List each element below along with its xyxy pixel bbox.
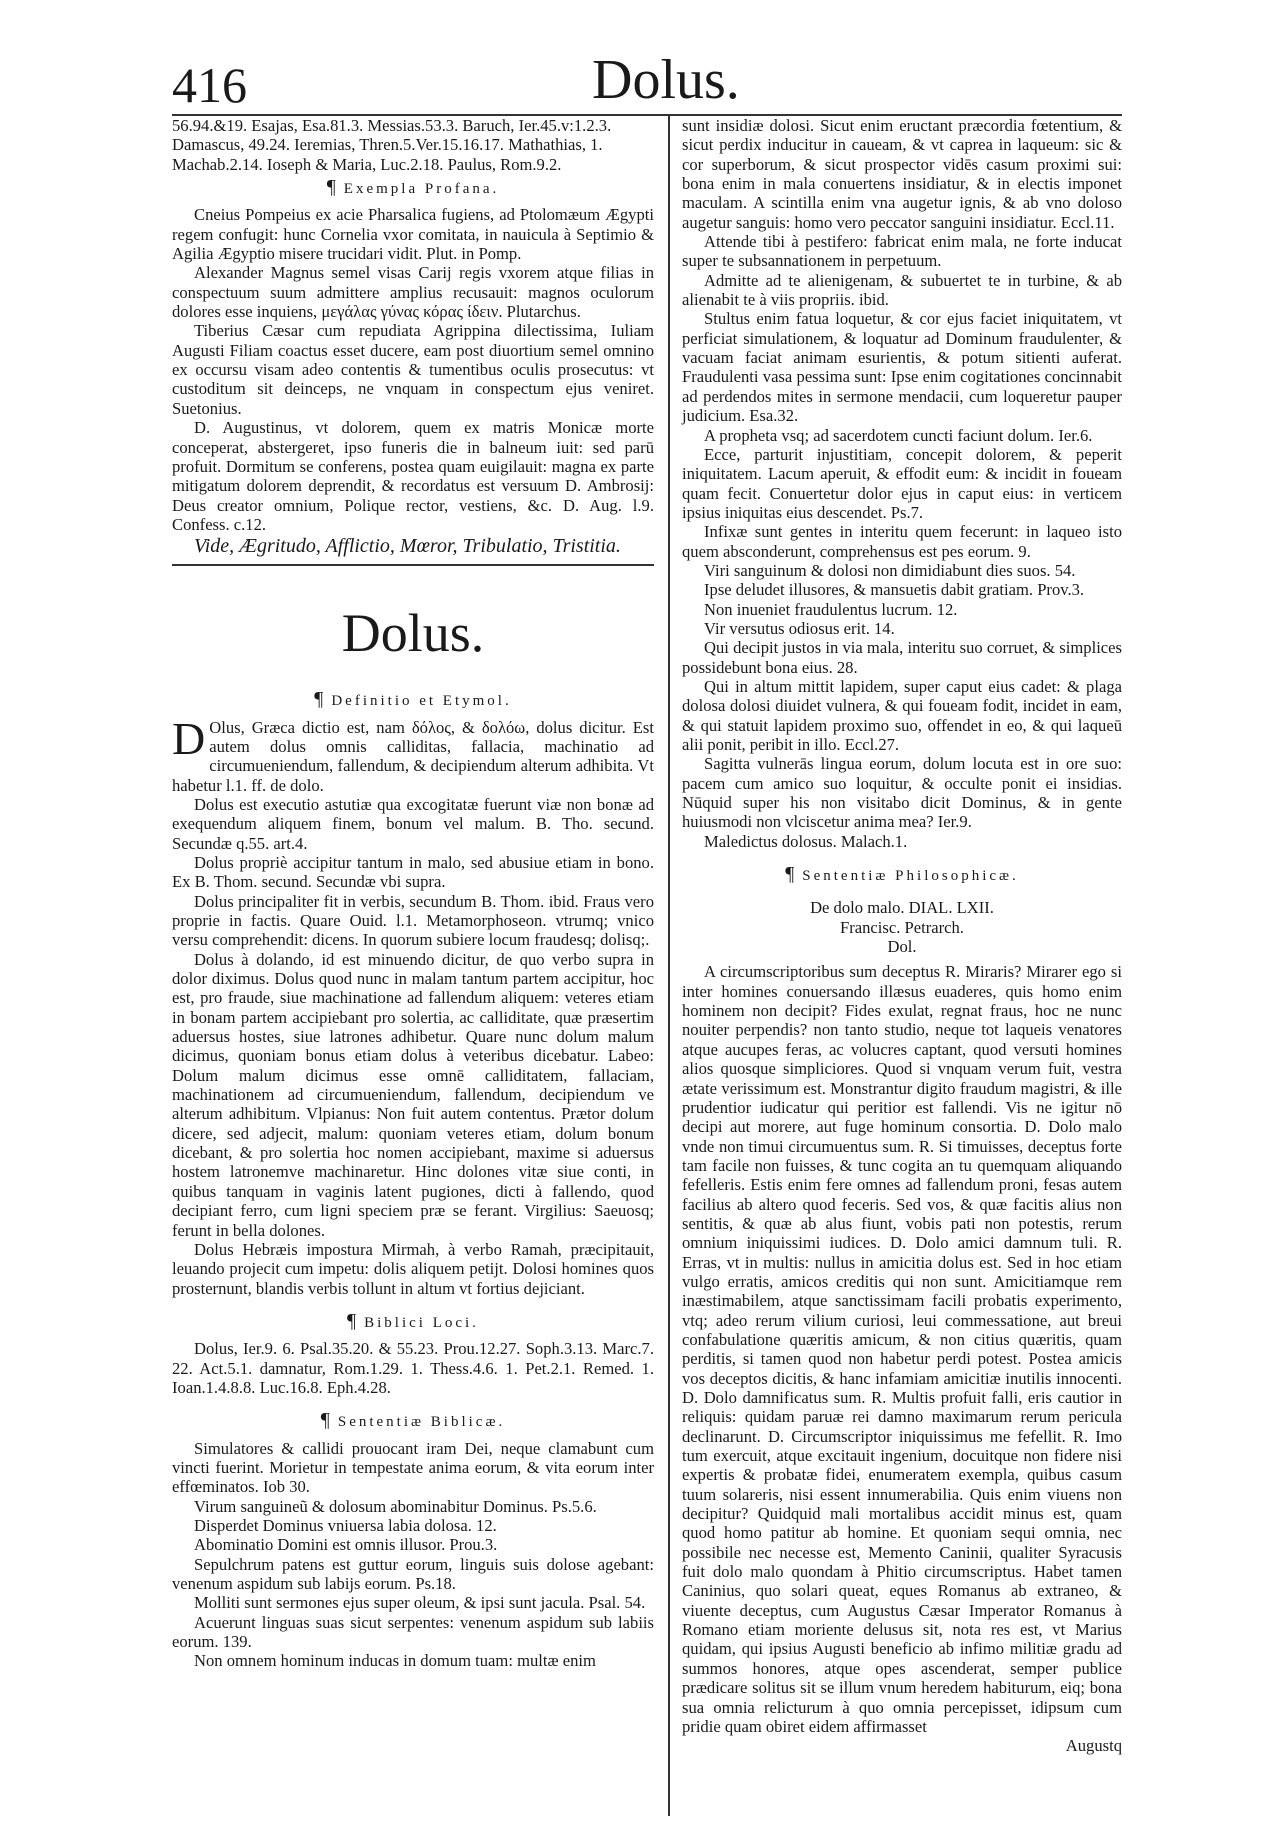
sententia-paragraph: A propheta vsq; ad sacerdotem cuncti faciunt dolum. Ier.6. (704, 425, 1093, 445)
right-column (682, 116, 1122, 1756)
catchword: Augustq (1065, 1736, 1122, 1756)
sententia-paragraph: Attende tibi à pestifero: fabricat enim mala, ne forte inducat super te subsannationem in perpetuum. (682, 232, 1122, 271)
definitio-paragraph: Dolus propriè accipitur tantum in malo, sed abusiue etiam in bono. Ex B. Thom. secund. Secundæ vbi supra. (172, 852, 654, 892)
cross-reference: Vide, Ægritudo, Afflictio, Mœror, Tribulatio, Tristitia. (194, 535, 621, 558)
sententia-paragraph: Qui in altum mittit lapidem, super caput eius cadet: & plaga dolosa dolosi diuidet vulnera, & qui foueam fodit, incidet in eam, & qui statuit lapidem proximo suo, offendet in eo, & qui laqueū alii ponit, peribit in illo. Eccl.27. (682, 676, 1122, 754)
sententia-paragraph: sunt insidiæ dolosi. Sicut enim eructant præcordia fœtentium, & sicut perdix inducitur in caueam, & vt caprea in laqueum: sic & cor superborum, & sicut prospector vidēs casum proximi sui: bona enim in mala conuertens insidiatur, & in electis imponet maculam. A scintilla enim vna augetur ignis, & ab vno doloso augetur sanguis: homo vero peccator sanguini insidiatur. Eccl.11. (682, 116, 1122, 232)
biblici-paragraph: Dolus, Ier.9. 6. Psal.35.20. & 55.23. Prou.12.27. Soph.3.13. Marc.7. 22. Act.5.1. damnatur, Rom.1.29. 1. Thess.4.6. 1. Pet.2.1. Remed. 1. Ioan.1.4.8.8. Luc.16.8. Eph.4.28. (172, 1339, 654, 1397)
exemplum-paragraph: Alexander Magnus semel visas Carij regis vxorem atque filias in conspectuum suum admittere amplius recusauit: magnos oculorum dolores esse inquiens, μεγάλας γύνας κόρας ίδειν. Plutarchus. (172, 263, 654, 322)
section-heading-definitio: ¶ Definitio et Etymol. (314, 688, 512, 711)
pilcrow-icon: ¶ (347, 1309, 357, 1332)
section-heading-sententiae-biblicae: ¶ Sententiæ Biblicæ. (320, 1409, 506, 1432)
sententia-paragraph: Sepulchrum patens est guttur eorum, linguis suis dolose agebant: venenum aspidum sub labijs eorum. Ps.18. (172, 1554, 654, 1593)
dialogue-title: De dolo malo. DIAL. LXII. (810, 898, 994, 918)
section-heading-sententiae-philosophicae: ¶ Sententiæ Philosophicæ. (785, 863, 1019, 886)
pilcrow-icon: ¶ (785, 863, 795, 886)
sententia-paragraph: Simulatores & callidi prouocant iram Dei, neque clamabunt cum vincti fuerint. Morietur in tempestate anima eorum, & vita eorum inter effœminatos. Iob 30. (172, 1438, 654, 1497)
column-divider (668, 116, 670, 1816)
running-head: Dolus. (592, 49, 740, 111)
sententia-paragraph: Non inueniet fraudulentus lucrum. 12. (704, 599, 958, 619)
sententia-paragraph: Viri sanguinum & dolosi non dimidiabunt dies suos. 54. (704, 560, 1076, 580)
sententia-paragraph: Abominatio Domini est omnis illusor. Prou.3. (194, 1535, 498, 1555)
sententia-paragraph: Qui decipit justos in via mala, interitu suo corruet, & simplices possidebunt bona eius. 28. (682, 638, 1122, 677)
exemplum-paragraph: D. Augustinus, vt dolorem, quem ex matris Monicæ morte conceperat, abstergeret, ipso funeris die in balneum iuit: sed parū profuit. Dormitum se conferens, postea quam euigilauit: magna ex parte mitigatum dolorem deprendit, & recordatus est versuum D. Ambrosij: Deus creator omnium, Polique rector, vestiens, &c. D. Aug. l.9. Confess. c.12. (172, 418, 654, 534)
left-column (172, 116, 654, 1671)
definitio-paragraph: Dolus principaliter fit in verbis, secundum B. Thom. ibid. Fraus vero proprie in factis. Quare Ouid. l.1. Metamorphoseon. vtrumq; vnico versu comprehendit: dicens. In quorum subiere locum fraudesq; dolisq;. (172, 891, 654, 950)
sententia-paragraph: Admitte ad te alienigenam, & subuertet te in turbine, & ab alienabit te à viis propriis. ibid. (682, 270, 1122, 310)
sententia-paragraph: Ipse deludet illusores, & mansuetis dabit gratiam. Prov.3. (704, 580, 1085, 600)
page-number: 416 (172, 57, 247, 113)
exemplum-paragraph: Tiberius Cæsar cum repudiata Agrippina dilectissima, Iuliam Augusti Filiam coactus esset ducere, eam post diuortium semel omnino ex occursu visam adeo contentis & tumentibus oculis prosecutus: vt custoditum sit deinceps, ne vnquam in conspectum ejus veniret. Suetonius. (172, 321, 654, 418)
sententia-paragraph: Infixæ sunt gentes in interitu quem fecerunt: in laqueo isto quem absconderunt, comprehensus est pes eorum. 9. (682, 522, 1122, 561)
sententia-paragraph: Molliti sunt sermones ejus super oleum, & ipsi sunt jacula. Psal. 54. (194, 1593, 646, 1613)
sententia-paragraph: Disperdet Dominus vniuersa labia dolosa. 12. (194, 1515, 497, 1535)
section-heading-biblici: ¶ Biblici Loci. (347, 1309, 479, 1332)
sententia-paragraph: Virum sanguineũ & dolosum abominabitur Dominus. Ps.5.6. (194, 1496, 597, 1516)
definitio-paragraph: Dolus Hebræis impostura Mirmah, à verbo Ramah, præcipitauit, leuando projecit cum impetu: dolis aliquem petijt. Dolosi homines quos prosternunt, blandis verbis tollunt in altum vt fortius dejiciant. (172, 1239, 654, 1298)
definitio-paragraph: D Olus, Græca dictio est, nam δόλος, & δολόω, dolus dicitur. Est autem dolus omnis calliditas, fallacia, machinatio ad circumueniendum, fallendum, & decipiendum alterum adhibita. Vt habetur l.1. ff. de dolo. (172, 712, 654, 795)
intro-line: Machab.2.14. Ioseph & Maria, Luc.2.18. Paulus, Rom.9.2. (172, 154, 562, 174)
sententia-paragraph: Stultus enim fatua loquetur, & cor ejus faciet iniquitatem, vt perficiat simulationem, & loquatur ad Dominum fraudulenter, & vacuam faciat animam esurientis, & potum sitienti auferat. Fraudulenti vasa pessima sunt: Ipse enim cogitationes concinnabit ad perdendos mites in sermone mendacii, cum loqueretur pauper judicium. Esa.32. (682, 309, 1122, 426)
definitio-paragraph: Dolus à dolando, id est minuendo dicitur, de quo verbo supra in dolor diximus. Dolus quod nunc in malam tantum partem accipitur, hoc est, pro fraude, siue machinatione ad fallendum aliquem: veteres etiam in bonam partem accipiebant pro solertia, ac calliditate, quæ præsertim aduersus hostes, siue latrones adhibetur. Quare nunc dolum malum dicimus, quoniam bonus etiam dolus à veteribus dicebatur. Labeo: Dolum malum dicimus esse omnē calliditatem, fallaciam, machinationem ad circumueniendum, fallendum, decipiendum ve alterum adhibitum. Vlpianus: Non fuit autem contentus. Prætor dolum dicere, sed adjecit, malum: quoniam veteres etiam, dolum bonum dicebant, & pro solertia hoc nomen accipiebant, maxime si aduersus hostem latronemve machinaretur. Hinc dolones vitæ siue conti, in quibus tanquam in vaginis latent pugiones, dicti à fallendo, quod decipiant ferro, cum ligni speciem præ se ferant. Virgilius: Saeuosq; ferunt in bella dolones. (172, 949, 654, 1240)
definitio-paragraph: Dolus est executio astutiæ qua excogitatæ fuerunt viæ non bonæ ad exequendum aliquem finem, bonum vel malum. B. Tho. secund. Secundæ q.55. art.4. (172, 794, 654, 853)
sententia-paragraph: Maledictus dolosus. Malach.1. (704, 831, 908, 851)
exemplum-paragraph: Cneius Pompeius ex acie Pharsalica fugiens, ad Ptolomæum Ægypti regem confugit: hunc Cornelia vxor comitata, in nauicula à Septimio & Agilia Ægyptio misere trucidari vidit. Plut. in Pomp. (172, 205, 654, 264)
intro-line: Damascus, 49.24. Ieremias, Thren.5.Ver.15.16.17. Mathathias, 1. (172, 135, 603, 155)
dialogue-text: A circumscriptoribus sum deceptus R. Miraris? Mirarer ego si inter homines conuersando illæsus euaderes, quis homo enim hominem non decipit? Fides exulat, regnat fraus, hoc ne nunc nouiter perpendis? non tanto studio, neque tot laqueis venatores atque aucupes feras, ac volucres captant, quod versuti homines alios quosque simpliciores. Quod si vnquam verum fuit, vestra ætate verissimum est. Monstrantur digito fraudum magistri, & ille prudentior iudicatur qui peritior est fallendi. Vis ne igitur nō decipi aut morere, aut fuge hominum consortia. D. Dolo malo vnde non timui circumuentus sum. R. Si timuisses, deceptus forte tam facile non fuisses, & tunc cogita an tu quemquam aliquando fefelleris. Estis enim fere omnes ad fallendum proni, fesas autem facilius ab altero quod feceris. Sed vos, & quæ facitis alius non sentitis, & quæ ab alus fiunt, vobis pati non potestis, rerum omnium iniquissimi iudices. D. Dolo amici damnum tuli. R. Erras, vt in multis: nullus in amicitia dolus est. Sed in hoc etiam vulgo erratis, amicos creditis qui non sunt. Amicitiamque rem inæstimabilem, atque sanctissimam facili probatis experimento, vtq; adeo rerum vilium curiosi, leui commessatione, aut breui confabulatione quæritis amicum, & non citius quæritis, quam perditis, si tamen quod non habetur perdi potest. Postea amicis vos deceptos dicitis, & hanc infamiam amicitiæ inutilis innocenti. D. Dolo damnificatus sum. R. Multis profuit falli, eris cautior in reliquis: quidam paruæ rei damno maximarum rerum pericula declinarunt. D. Circumscriptor iniquissimus me fefellit. R. Imo tum exercuit, atque excitauit ingenium, docuitque non fidere nisi expertis & probatæ fidei, enumeratem exempla, quibus casum tuum solareris, nisi essent innumerabilia. Quis enim viuens non decipitur? Quidquid mali mortalibus accidit minus est, quam quod homo patitur ab homine. Et quoniam sequi omnia, nec possibile nec necesse est, Memento Caninii, qualiter Syracusis fuit dolo malo quondam à Phitio circumscriptus. Habet tamen Caninius, quo solari queat, eques Romanus ab extraneo, & viuente deceptus, cum Augustus Cæsar Imperator Romanus à Romano etiam moriente delusus sit, nota res est, vt Marius quidam, qui ipsius Augusti beneficio ab infimo militiæ gradu ad summos honores, atque opes ascenderat, semper publice prædicare solitus sit se illum vnum heredem habiturum, eiq; bona sua omnia relicturum à quo omnia percepisset, idipsum cum pridie quam obiret eidem affirmasset (682, 962, 1122, 1736)
section-heading-exempla: ¶ Exempla Profana. (326, 176, 500, 199)
intro-line: 56.94.&19. Esajas, Esa.81.3. Messias.53.3. Baruch, Ier.45.v:1.2.3. (172, 116, 612, 135)
drop-cap-letter: D (172, 712, 206, 764)
entry-title: Dolus. (341, 603, 485, 664)
section-rule (172, 564, 654, 566)
dialogue-speaker: Dol. (887, 937, 917, 957)
sententia-paragraph: Non omnem hominum inducas in domum tuam: multæ enim (194, 1651, 596, 1671)
dialogue-author: Francisc. Petrarch. (840, 917, 964, 937)
pilcrow-icon: ¶ (326, 176, 336, 199)
sententia-paragraph: Vir versutus odiosus erit. 14. (704, 618, 895, 638)
pilcrow-icon: ¶ (320, 1409, 330, 1432)
sententia-paragraph: Ecce, parturit injustitiam, concepit dolorem, & peperit iniquitatem. Lacum aperuit, & effodit eum: & incidit in foueam quam fecit. Conuertetur dolor ejus in caput eius: in verticem ipsius iniquitas eius descendet. Ps.7. (682, 444, 1122, 522)
sententia-paragraph: Sagitta vulnerās lingua eorum, dolum locuta est in ore suo: pacem cum amico suo loquitur, & occulte ponit ei insidias. Nūquid super his non visitabo dicit Dominus, & in gente huiusmodi non vlciscetur anima mea? Ier.9. (682, 754, 1122, 832)
pilcrow-icon: ¶ (314, 688, 324, 711)
sententia-paragraph: Acuerunt linguas suas sicut serpentes: venenum aspidum sub labiis eorum. 139. (172, 1612, 654, 1652)
